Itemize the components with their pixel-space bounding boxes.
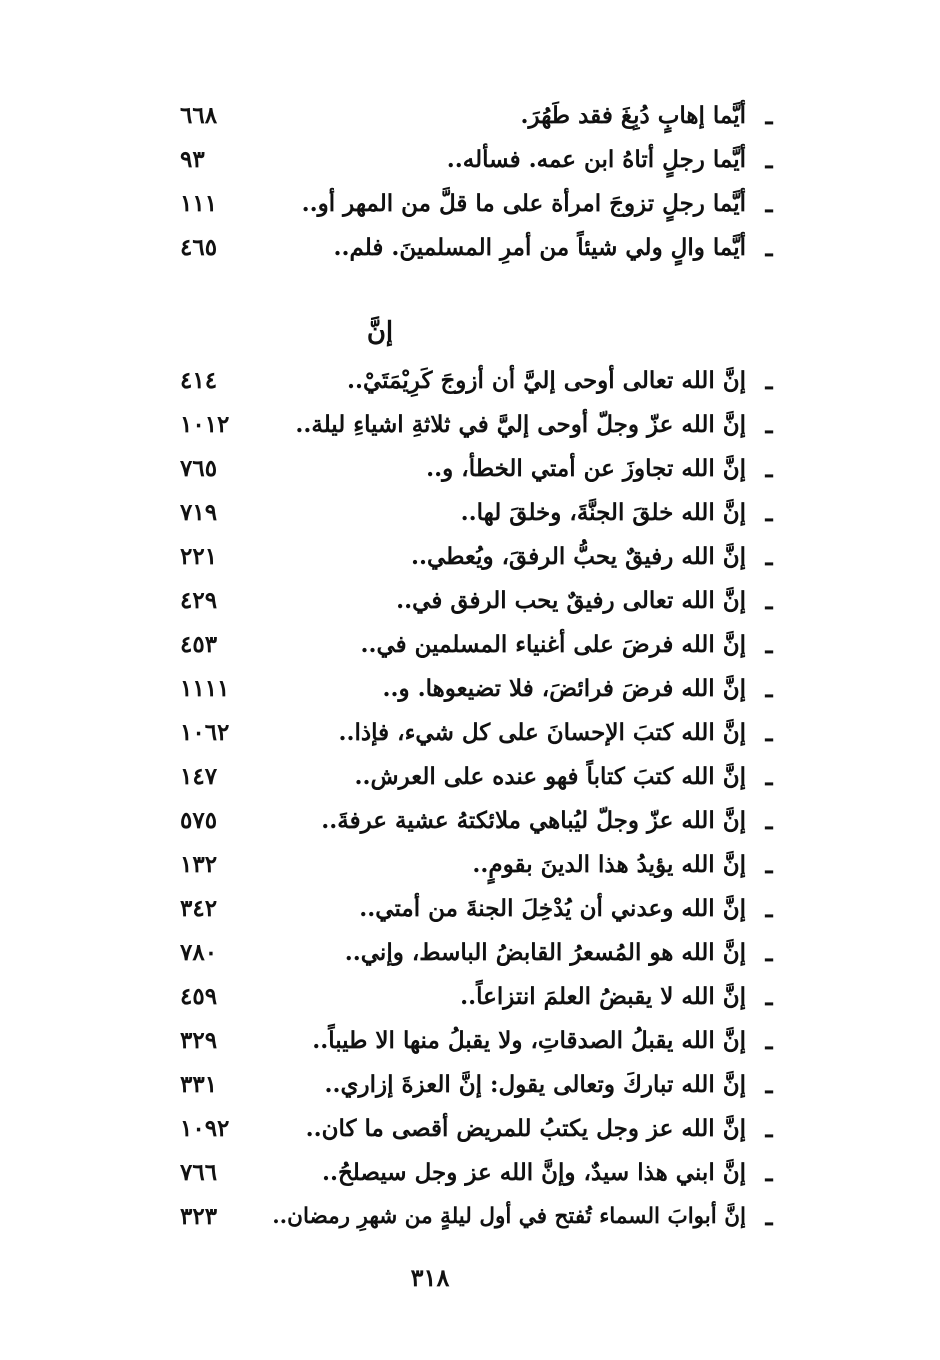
entry-dash: ـ	[765, 101, 773, 130]
hadith-incipit: إنَّ الله رفيقٌ يحبُّ الرفقَ، ويُعطي..	[410, 543, 746, 570]
index-entry	[180, 1195, 780, 1239]
hadith-incipit: إنَّ الله تعالى أوحى إليَّ أن أزوجَ كَرِيْمَتَيْ..	[346, 367, 746, 394]
hadith-incipit: أيَّما والٍ ولي شيئاً من أمرِ المسلمينَ. فلم..	[333, 234, 746, 261]
hadith-number: ١١١١	[180, 675, 230, 702]
hadith-number: ١٤٧	[180, 763, 218, 790]
hadith-incipit: إنَّ الله يؤيدُ هذا الدينَ بقومٍ..	[472, 851, 746, 878]
entry-dash: ـ	[765, 1158, 773, 1187]
hadith-number: ٥٧٥	[180, 807, 218, 834]
index-entry	[180, 975, 780, 1019]
entry-dash: ـ	[765, 410, 773, 439]
hadith-number: ٧٦٥	[180, 455, 218, 482]
entry-dash: ـ	[765, 762, 773, 791]
hadith-number: ٢٢١	[180, 543, 218, 570]
entry-dash: ـ	[765, 1114, 773, 1143]
hadith-incipit: إنَّ الله خلقَ الجنَّةَ، وخلقَ لها..	[460, 499, 746, 526]
hadith-incipit: أيَّما رجلٍ تزوجَ امرأة على ما قلَّ من المهر أو..	[301, 190, 746, 217]
section-heading: إنَّ	[366, 317, 394, 347]
hadith-number: ٤٥٩	[180, 983, 218, 1010]
hadith-incipit: إنَّ الله كتبَ الإحسانَ على كل شيء، فإذا..	[338, 719, 746, 746]
index-entry	[180, 1151, 780, 1195]
hadith-number: ٤٥٣	[180, 631, 218, 658]
index-entry	[180, 799, 780, 843]
entry-dash: ـ	[765, 630, 773, 659]
hadith-incipit: أيَّما رجلٍ أتاهُ ابن عمه. فسأله..	[446, 146, 746, 173]
hadith-incipit: إنَّ الله هو المُسعرُ القابضُ الباسط، وإني..	[344, 939, 746, 966]
index-entry	[180, 226, 780, 270]
index-entry	[180, 843, 780, 887]
index-entry	[180, 623, 780, 667]
section-ayyama-list	[180, 94, 780, 270]
index-entry	[180, 491, 780, 535]
index-entry	[180, 403, 780, 447]
hadith-number: ٣٣١	[180, 1071, 218, 1098]
hadith-number: ٦٦٨	[180, 102, 218, 129]
hadith-incipit: إنَّ الله عز وجل يكتبُ للمريض أقصى ما كان..	[305, 1115, 746, 1142]
entry-dash: ـ	[765, 189, 773, 218]
index-entry	[180, 535, 780, 579]
index-entry	[180, 182, 780, 226]
entry-dash: ـ	[765, 806, 773, 835]
index-entry	[180, 887, 780, 931]
index-entry	[180, 1107, 780, 1151]
index-entry	[180, 447, 780, 491]
hadith-number: ١١١	[180, 190, 218, 217]
hadith-number: ٣٢٣	[180, 1203, 218, 1230]
entry-dash: ـ	[765, 1026, 773, 1055]
hadith-incipit: أيَّما إهابٍ دُبِغَ فقد طَهُرَ.	[520, 102, 746, 129]
hadith-incipit: إنَّ الله يقبلُ الصدقاتِ، ولا يقبلُ منها الا طيباً..	[312, 1027, 746, 1054]
entry-dash: ـ	[765, 542, 773, 571]
index-entry	[180, 138, 780, 182]
hadith-incipit: إنَّ الله فرضَ على أغنياء المسلمين في..	[360, 631, 746, 658]
entry-dash: ـ	[765, 145, 773, 174]
hadith-incipit: إنَّ الله تعالى رفيقٌ يحب الرفق في..	[396, 587, 746, 614]
entry-dash: ـ	[765, 850, 773, 879]
index-entry	[180, 579, 780, 623]
hadith-number: ١٠١٢	[180, 411, 230, 438]
index-entry	[180, 94, 780, 138]
entry-dash: ـ	[765, 982, 773, 1011]
hadith-number: ٤١٤	[180, 367, 218, 394]
hadith-incipit: إنَّ الله كتبَ كتاباً فهو عنده على العرش..	[354, 763, 746, 790]
entry-dash: ـ	[765, 454, 773, 483]
index-entry	[180, 359, 780, 403]
entry-dash: ـ	[765, 1202, 773, 1231]
index-entry	[180, 667, 780, 711]
entry-dash: ـ	[765, 718, 773, 747]
hadith-number: ٧١٩	[180, 499, 218, 526]
hadith-incipit: إنَّ الله عزّ وجلّ أوحى إليَّ في ثلاثةِ اشياءِ ليلة..	[295, 411, 746, 438]
entry-dash: ـ	[765, 498, 773, 527]
index-entry	[180, 711, 780, 755]
index-entry	[180, 931, 780, 975]
hadith-number: ١٠٩٢	[180, 1115, 230, 1142]
entry-dash: ـ	[765, 674, 773, 703]
hadith-number: ١٠٦٢	[180, 719, 230, 746]
hadith-incipit: إنَّ ابني هذا سيدٌ، وإنَّ الله عز وجل سيصلحُ..	[321, 1159, 746, 1186]
index-entry	[180, 1063, 780, 1107]
entry-dash: ـ	[765, 366, 773, 395]
hadith-incipit: إنَّ الله لا يقبضُ العلمَ انتزاعاً..	[460, 983, 746, 1010]
hadith-number: ٣٤٢	[180, 895, 218, 922]
hadith-number: ٩٣	[180, 146, 205, 173]
hadith-incipit: إنَّ الله عزّ وجلّ ليُباهي ملائكتهُ عشية عرفةَ..	[321, 807, 746, 834]
hadith-number: ٣٢٩	[180, 1027, 218, 1054]
hadith-number: ١٣٢	[180, 851, 218, 878]
entry-dash: ـ	[765, 586, 773, 615]
hadith-number: ٧٨٠	[180, 939, 218, 966]
hadith-number: ٤٢٩	[180, 587, 218, 614]
hadith-incipit: إنَّ الله وعدني أن يُدْخِلَ الجنةَ من أمتي..	[359, 895, 746, 922]
hadith-incipit: إنَّ الله تباركَ وتعالى يقول: إنَّ العزةَ إزاري..	[324, 1071, 746, 1098]
hadith-number: ٤٦٥	[180, 234, 218, 261]
entry-dash: ـ	[765, 233, 773, 262]
hadith-incipit: إنَّ أبوابَ السماء تُفتح في أول ليلةٍ من شهرِ رمضان..	[272, 1204, 746, 1229]
entry-dash: ـ	[765, 894, 773, 923]
entry-dash: ـ	[765, 938, 773, 967]
section-inna-list	[180, 359, 780, 1239]
page-number: ٣١٨	[410, 1263, 450, 1292]
index-entry	[180, 1019, 780, 1063]
hadith-number: ٧٦٦	[180, 1159, 218, 1186]
entry-dash: ـ	[765, 1070, 773, 1099]
hadith-incipit: إنَّ الله فرضَ فرائضَ، فلا تضيعوها. و..	[382, 675, 746, 702]
hadith-incipit: إنَّ الله تجاوزَ عن أمتي الخطأ، و..	[426, 455, 746, 482]
index-entry	[180, 755, 780, 799]
